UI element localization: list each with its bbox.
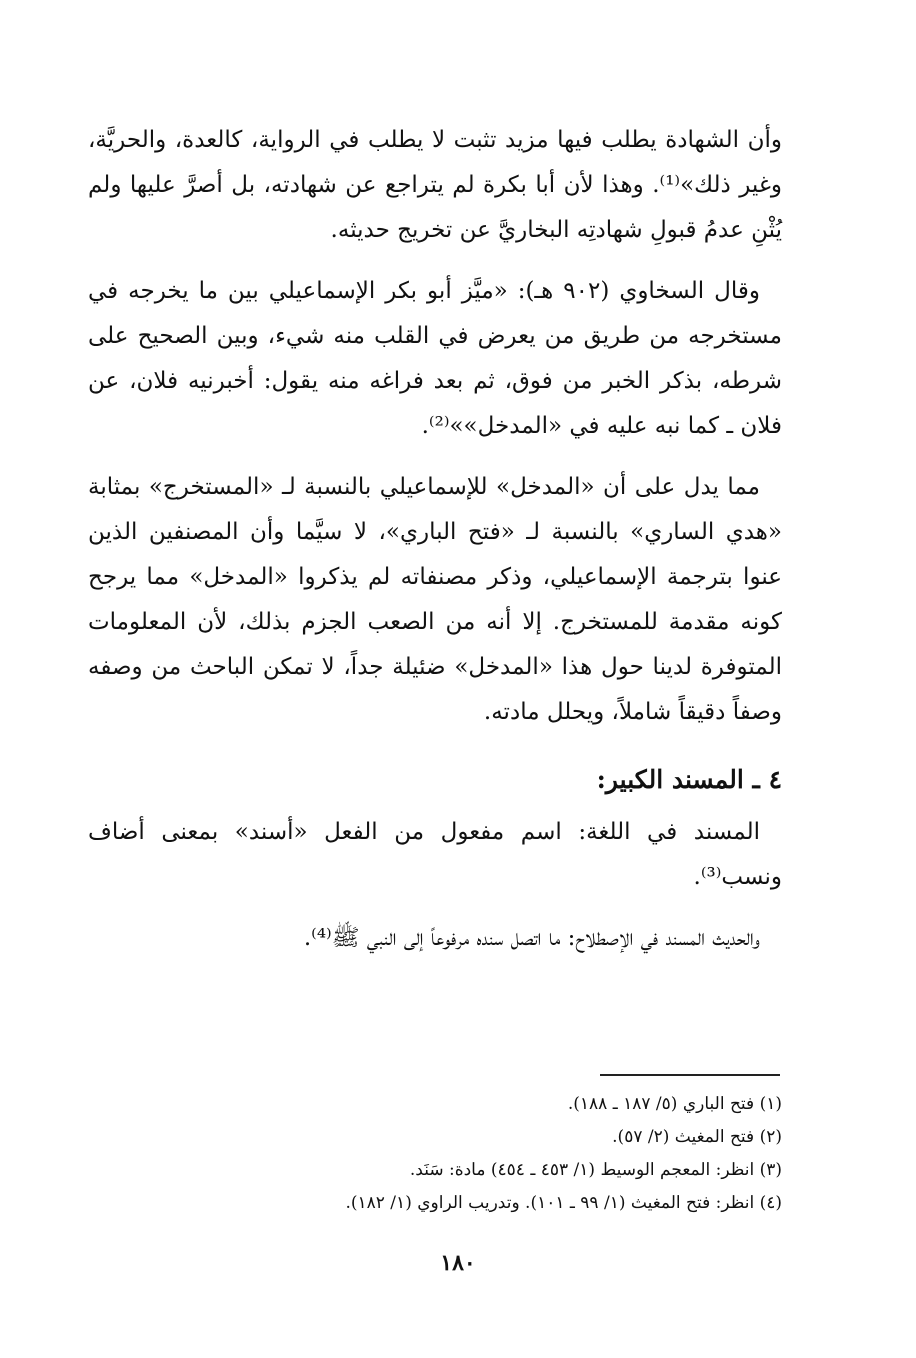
footnote-4: (٤) انظر: فتح المغيث (١/ ٩٩ ـ ١٠١). وتدريب الراوي (١/ ١٨٢). <box>345 1193 782 1213</box>
paragraph-1: وأن الشهادة يطلب فيها مزيد تثبت لا يطلب في الرواية، كالعدة، والحريَّة، وغير ذلك»⁽¹⁾. وهذا لأن أبا بكرة لم يتراجع عن شهادته، بل أصرَّ عليها ولم يُثْنِ عدمُ قبولِ شهادتِه البخاريَّ عن تخريج حديثه. <box>88 127 782 243</box>
footnote-divider <box>600 1074 780 1076</box>
section-paragraph-2: والحديث المسند في الإصطلاح: ما اتصل سنده مرفوعاً إلى النبي ﷺ⁽⁴⁾. <box>303 925 760 951</box>
footnote-1: (١) فتح الباري (٥/ ١٨٧ ـ ١٨٨). <box>567 1094 782 1114</box>
main-text <box>88 118 782 977</box>
footnote-3: (٣) انظر: المعجم الوسيط (١/ ٤٥٣ ـ ٤٥٤) مادة: سَنَد. <box>409 1160 782 1180</box>
footnote-2: (٢) فتح المغيث (٢/ ٥٧). <box>612 1127 782 1147</box>
section-paragraph-1: المسند في اللغة: اسم مفعول من الفعل «أسند» بمعنى أضاف ونسب⁽³⁾. <box>88 819 782 890</box>
paragraph-2: وقال السخاوي (٩٠٢ هـ): «ميَّز أبو بكر الإسماعيلي بين ما يخرجه في مستخرجه من طريق من يعرض في القلب منه شيء، وبين الصحيح على شرطه، بذكر الخبر من فوق، ثم بعد فراغه منه يقول: أخبرنيه فلان، عن فلان ـ كما نبه عليه في «المدخل»»⁽²⁾. <box>88 278 782 439</box>
page-number: ١٨٠ <box>440 1250 476 1276</box>
section-heading: ٤ ـ المسند الكبير: <box>596 765 782 794</box>
footnotes <box>140 1088 782 1220</box>
paragraph-3: مما يدل على أن «المدخل» للإسماعيلي بالنسبة لـ «المستخرج» بمثابة «هدي الساري» بالنسبة لـ «فتح الباري»، لا سيَّما وأن المصنفين الذين عنوا بترجمة الإسماعيلي، وذكر مصنفاته لم يذكروا «المدخل» مما يرجح كونه مقدمة للمستخرج. إلا أنه من الصعب الجزم بذلك، لأن المعلومات المتوفرة لدينا حول هذا «المدخل» ضئيلة جداً، لا تمكن الباحث من وصفه وصفاً دقيقاً شاملاً، ويحلل مادته. <box>88 474 782 725</box>
